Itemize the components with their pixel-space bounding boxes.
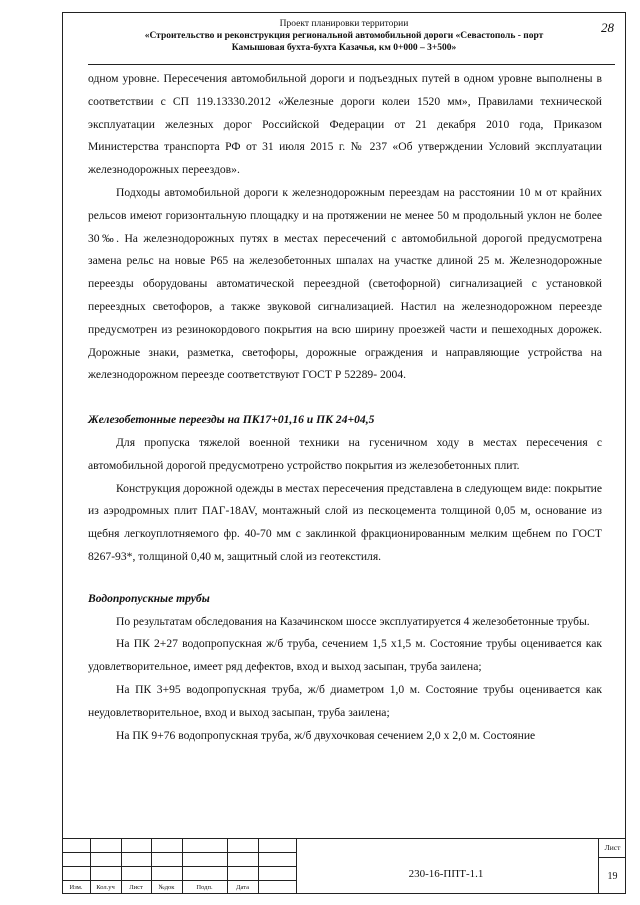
section-heading: Водопропускные трубы [88,591,210,605]
stamp-col-line [296,839,297,894]
paragraph: Подходы автомобильной дороги к железнодорожным переездам на расстоянии 10 м от крайних рельсов имеют горизонтальную площадку и на протяжении не менее 50 м продольный уклон не более 30‰. На железнодорожных путях в местах пересечений с автомобильной дорогой предусмотрена замена рельс на новые Р65 на железобетонных шпалах на участке длиной 25 м. Железнодорожные переезды оборудованы автоматической переездной (светофорной) сигнализацией с установкой переездных светофоров, а также звуковой сигнализацией. Настил на железнодорожном переезде предусмотрен из резинокордового покрытия на всю ширину проезжей части и пешеходных дорожек. Дорожные знаки, разметка, светофоры, дорожные ограждения и направляющие устройства на железнодорожном переезде соответствуют ГОСТ Р 52289- 2004. [88,185,602,382]
col-label-ndok: №док [158,884,175,891]
col-label-list: Лист [129,884,143,891]
paragraph: На ПК 2+27 водопропускная ж/б труба, сечением 1,5 х1,5 м. Состояние трубы оценивается как удовлетворительное, имеет ряд дефектов, вход и выход засыпан, труба заилена; [88,637,602,674]
paragraph: На ПК 3+95 водопропускная труба, ж/б диаметром 1,0 м. Состояние трубы оценивается как неудовлетворительное, вход и выход засыпан, труба заилена; [88,682,602,719]
section-heading: Железобетонные переезды на ПК17+01,16 и ПК 24+04,5 [88,413,375,427]
stamp-row-line [62,852,296,853]
stamp-col-line [258,839,259,894]
title-line-2: Камышовая бухта-бухта Казачья, км 0+000 – 3+500» [231,43,457,53]
title-line-1: «Строительство и реконструкция региональной автомобильной дороги «Севастополь - порт [144,31,544,41]
col-label-data: Дата [236,884,249,891]
sheet-number: 19 [607,871,618,882]
project-line: Проект планировки территории [279,19,409,29]
header-rule [88,64,615,65]
col-label-izm: Изм. [69,884,83,891]
paragraph: одном уровне. Пересечения автомобильной дороги и подъездных путей в одном уровне выполнены в соответствии с СП 119.13330.2012 «Железные дороги колеи 1520 мм», Правилами технической эксплуатации железных дорог Российской Федерации от 21 декабря 2010 года, Приказом Министерства транспорта РФ от 31 июля 2015 г. № 237 «Об утверждении Условий эксплуатации железнодорожных переездов». [88,72,602,177]
sheet-cell-line [598,857,626,858]
spacer [88,569,602,588]
paragraph: Конструкция дорожной одежды в местах пересечения представлена в следующем виде: покрытие из аэродромных плит ПАГ-18AV, монтажный слой из пескоцемента толщиной 0,05 м, основание из щебня легкоуплотняемого фр. 40-70 мм с заклинкой фракционированным мелким щебнем по ГОСТ 8267-93*, толщиной 0,40 м, защитный слой из геотекстиля. [88,481,602,563]
title-block-stamp [62,838,626,894]
spacer [88,387,602,409]
paragraph: По результатам обследования на Казачинском шоссе эксплуатируется 4 железобетонные трубы. [116,614,590,628]
stamp-row-line [62,866,296,867]
col-label-kol: Кол.уч [96,884,115,891]
document-code: 230-16-ППТ-1.1 [408,868,484,880]
paragraph: На ПК 9+76 водопропускная труба, ж/б двухочковая сечением 2,0 х 2,0 м. Состояние [116,728,536,742]
document-body [88,68,602,747]
page-number: 28 [601,20,614,35]
col-label-podp: Подп. [196,884,213,891]
stamp-row-line [62,880,296,881]
sheet-label: Лист [604,843,621,852]
document-header [62,18,626,54]
paragraph: Для пропуска тяжелой военной техники на гусеничном ходу в местах пересечения с автомобильной дорогой предусмотрено устройство покрытия из железобетонных плит. [88,435,602,472]
